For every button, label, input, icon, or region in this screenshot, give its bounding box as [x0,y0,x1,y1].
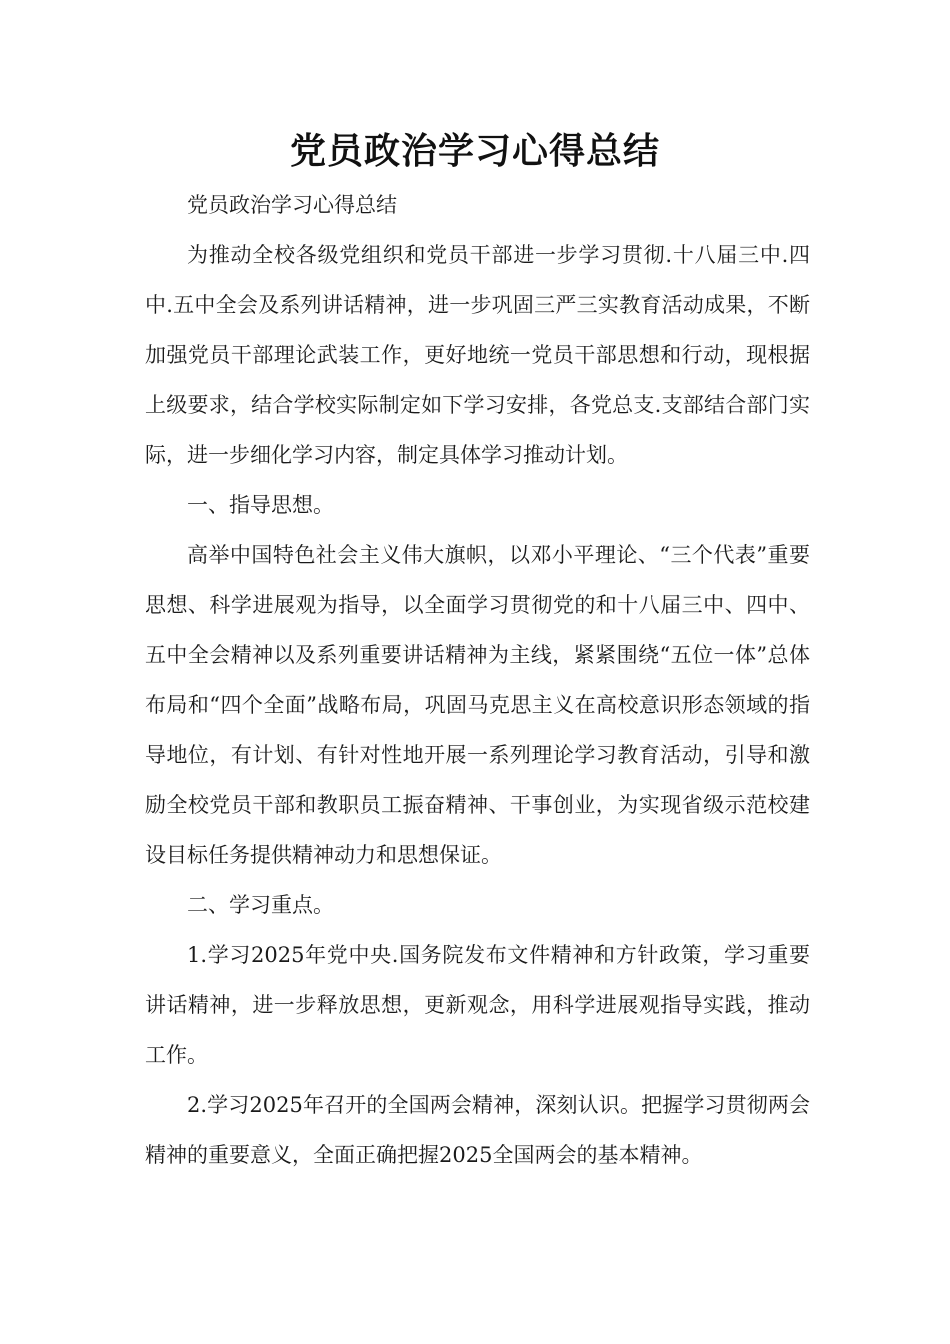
intro-paragraph: 为推动全校各级党组织和党员干部进一步学习贯彻.十八届三中.四中.五中全会及系列讲话精神，进一步巩固三严三实教育活动成果，不断加强党员干部理论武装工作，更好地统一党员干部思想和行动，现根据上级要求，结合学校实际制定如下学习安排，各党总支.支部结合部门实际，进一步细化学习内容，制定具体学习推动计划。 [145,243,810,467]
section-heading-guiding-ideology: 一、指导思想。 [187,493,334,517]
guiding-ideology-paragraph: 高举中国特色社会主义伟大旗帜，以邓小平理论、“三个代表”重要思想、科学进展观为指导，以全面学习贯彻党的和十八届三中、四中、五中全会精神以及系列重要讲话精神为主线，紧紧围绕“五位一体”总体布局和“四个全面”战略布局，巩固马克思主义在高校意识形态领域的指导地位，有计划、有针对性地开展一系列理论学习教育活动，引导和激励全校党员干部和教职员工振奋精神、干事创业，为实现省级示范校建设目标任务提供精神动力和思想保证。 [145,543,810,867]
study-focus-item-1: 1.学习2025年党中央.国务院发布文件精神和方针政策，学习重要讲话精神，进一步释放思想，更新观念，用科学进展观指导实践，推动工作。 [145,943,810,1067]
document-body [145,180,810,1180]
document-title: 党员政治学习心得总结 [289,131,660,172]
section-heading-study-focus: 二、学习重点。 [187,893,334,917]
subtitle-paragraph: 党员政治学习心得总结 [187,193,397,217]
study-focus-item-2: 2.学习2025年召开的全国两会精神，深刻认识。把握学习贯彻两会精神的重要意义，全面正确把握2025全国两会的基本精神。 [145,1093,810,1167]
